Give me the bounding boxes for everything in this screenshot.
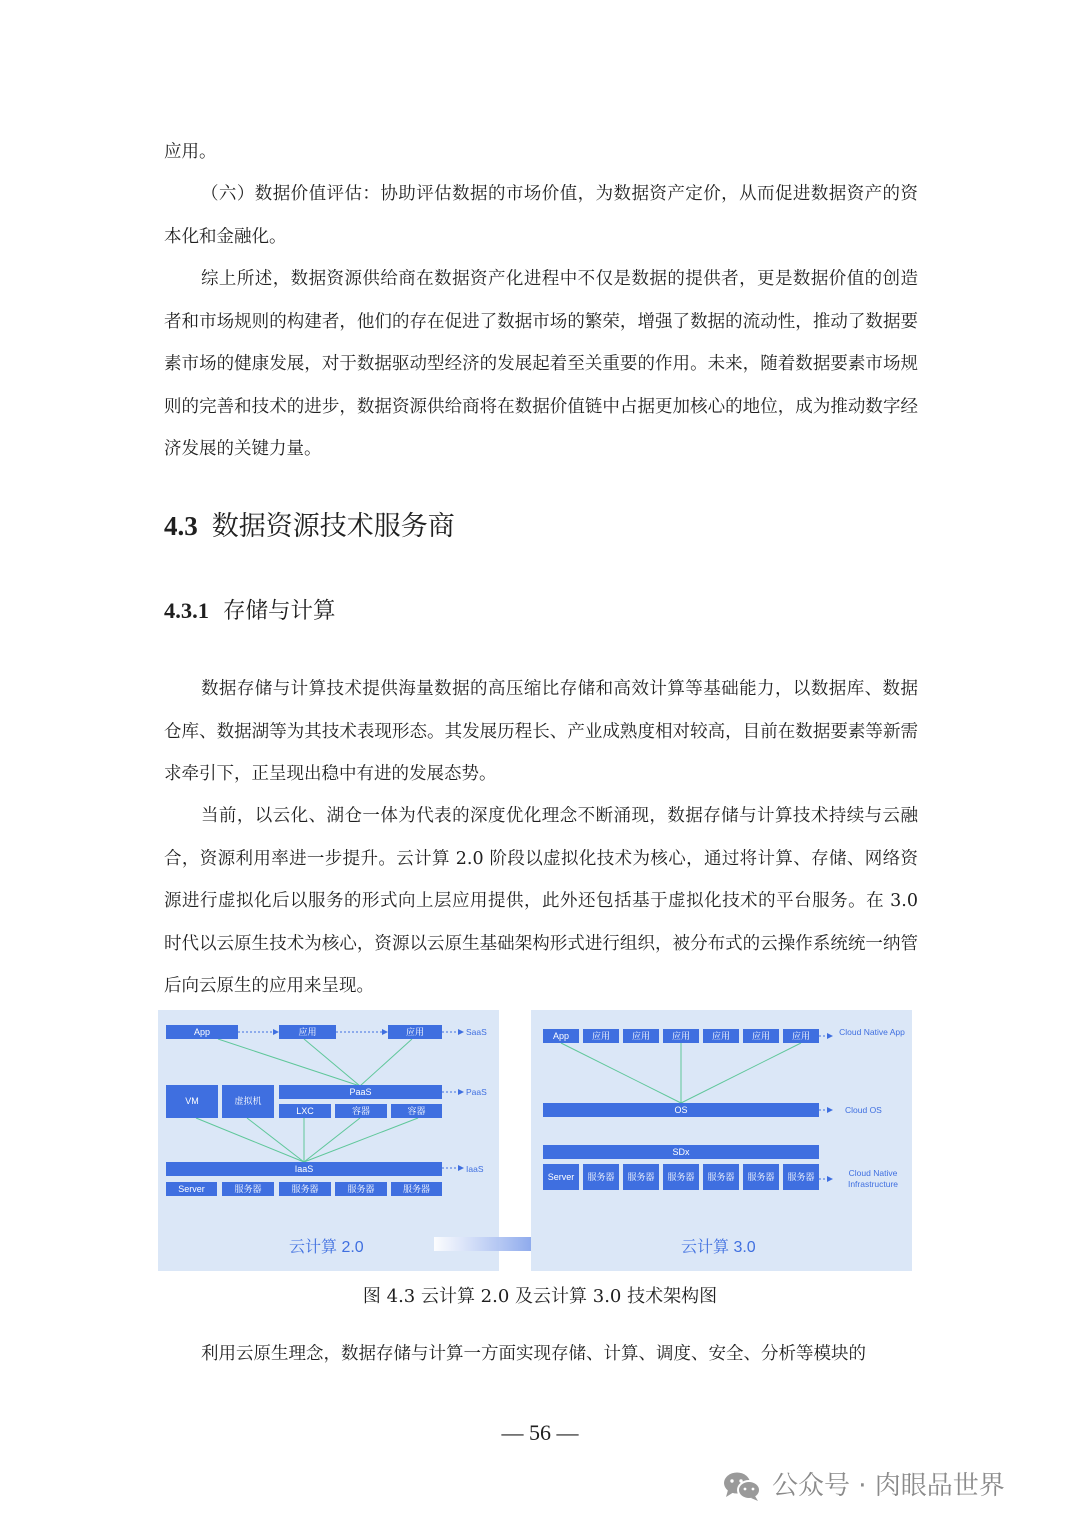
paragraph-continuation: 应用。: [164, 142, 217, 162]
application-block: 应用: [279, 1025, 336, 1039]
cloud-architecture-figure: [158, 1010, 912, 1272]
virtual-machine-block: 虚拟机: [222, 1085, 274, 1118]
cloud-3-connectors: [531, 1010, 912, 1271]
watermark: [722, 1464, 1062, 1508]
cloud-2-title: 云计算 2.0: [289, 1239, 364, 1256]
server-block: 服务器: [743, 1164, 779, 1190]
app-block: App: [543, 1029, 579, 1043]
subsection-heading: [164, 593, 336, 625]
server-block: 服务器: [623, 1164, 659, 1190]
sdx-bar: SDx: [543, 1145, 819, 1159]
server-block: 服务器: [279, 1182, 331, 1196]
cloud-native-infrastructure-label: Cloud Native Infrastructure: [847, 1168, 899, 1189]
paragraph-data-valuation: （六）数据价值评估：协助评估数据的市场价值，为数据资产定价，从而促进数据资产的资本化和金融化。: [164, 184, 918, 247]
application-block: 应用: [783, 1029, 819, 1043]
cloud-native-app-label: Cloud Native App: [839, 1027, 905, 1037]
application-block: 应用: [743, 1029, 779, 1043]
iaas-label: IaaS: [466, 1164, 484, 1174]
server-block: 服务器: [663, 1164, 699, 1190]
vm-block: VM: [166, 1085, 218, 1118]
application-block: 应用: [583, 1029, 619, 1043]
server-block: 服务器: [783, 1164, 819, 1190]
paragraph-storage-compute: 数据存储与计算技术提供海量数据的高压缩比存储和高效计算等基础能力，以数据库、数据仓库、数据湖等为其技术表现形态。其发展历程长、产业成熟度相对较高，目前在数据要素等新需求牵引下，正呈现出稳中有进的发展态势。: [164, 679, 918, 784]
saas-label: SaaS: [466, 1027, 487, 1037]
cloud-3-panel: [531, 1010, 912, 1271]
server-block: 服务器: [222, 1182, 274, 1196]
figure-caption: 图 4.3 云计算 2.0 及云计算 3.0 技术架构图: [362, 1286, 718, 1307]
paas-label: PaaS: [466, 1087, 487, 1097]
server-block: 服务器: [335, 1182, 387, 1196]
iaas-bar: IaaS: [166, 1162, 442, 1176]
subsection-title: 存储与计算: [223, 598, 336, 624]
server-block: Server: [543, 1164, 579, 1190]
wechat-icon: [722, 1470, 762, 1502]
section-heading: [164, 504, 455, 543]
app-block: App: [166, 1025, 238, 1039]
paragraph-summary: 综上所述，数据资源供给商在数据资产化进程中不仅是数据的提供者，更是数据价值的创造者和市场规则的构建者，他们的存在促进了数据市场的繁荣，增强了数据的流动性，推动了数据要素市场的健康发展，对于数据驱动型经济的发展起着至关重要的作用。未来，随着数据要素市场规则的完善和技术的进步，数据资源供给商将在数据价值链中占据更加核心的地位，成为推动数字经济发展的关键力量。: [164, 269, 918, 459]
application-block: 应用: [388, 1025, 442, 1039]
page-number: — 56 —: [501, 1420, 579, 1445]
application-block: 应用: [623, 1029, 659, 1043]
server-block: 服务器: [391, 1182, 442, 1196]
lxc-block: LXC: [279, 1104, 331, 1118]
container-block: 容器: [335, 1104, 387, 1118]
application-block: 应用: [703, 1029, 739, 1043]
watermark-text: 公众号 · 肉眼品世界: [772, 1471, 1005, 1501]
subsection-number: 4.3.1: [164, 598, 209, 623]
os-bar: OS: [543, 1103, 819, 1117]
application-block: 应用: [663, 1029, 699, 1043]
server-block: 服务器: [583, 1164, 619, 1190]
server-block: Server: [166, 1182, 217, 1196]
server-block: 服务器: [703, 1164, 739, 1190]
paragraph-cloud-evolution: 当前，以云化、湖仓一体为代表的深度优化理念不断涌现，数据存储与计算技术持续与云融合，资源利用率进一步提升。云计算 2.0 阶段以虚拟化技术为核心，通过将计算、存储、网络资源进行虚拟化后以服务的形式向上层应用提供，此外还包括基于虚拟化技术的平台服务。在 3.0 时代以云原生技术为核心，资源以云原生基础架构形式进行组织，被分布式的云操作系统统一纳管后向云原生的应用来呈现。: [164, 806, 918, 996]
section-title: 数据资源技术服务商: [211, 511, 455, 542]
cloud-os-label: Cloud OS: [845, 1105, 882, 1115]
paragraph-cloud-native: 利用云原生理念，数据存储与计算一方面实现存储、计算、调度、安全、分析等模块的: [201, 1344, 866, 1364]
section-number: 4.3: [164, 511, 198, 541]
container-block: 容器: [391, 1104, 442, 1118]
paas-bar: PaaS: [279, 1085, 442, 1099]
cloud-3-title: 云计算 3.0: [681, 1239, 756, 1256]
